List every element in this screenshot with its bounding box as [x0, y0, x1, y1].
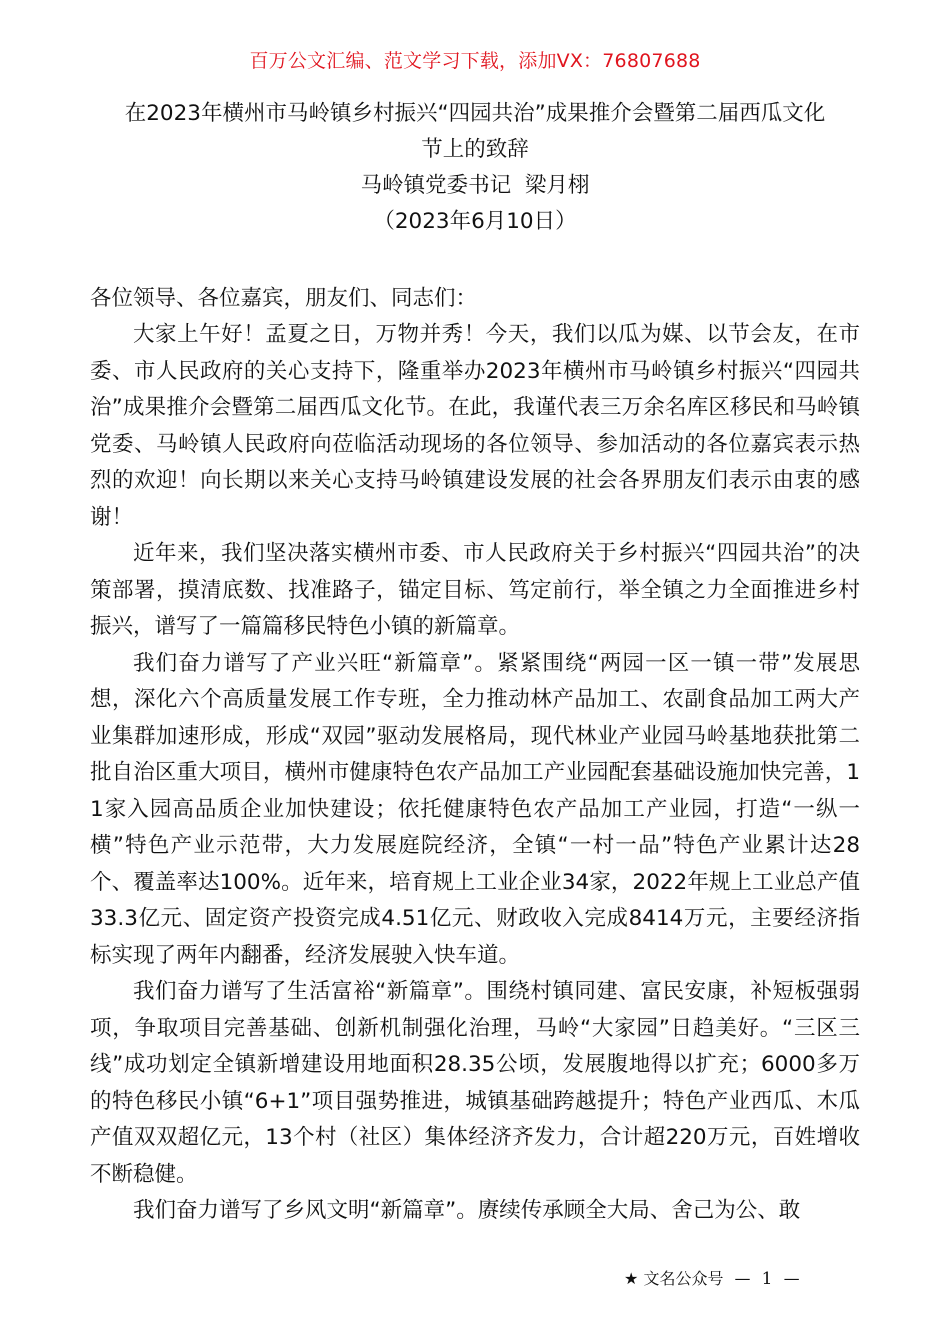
title-line-2: 节上的致辞	[421, 137, 529, 162]
salutation: 各位领导、各位嘉宾，朋友们、同志们：	[90, 286, 478, 311]
page-footer	[624, 1266, 806, 1289]
date-line: （2023年6月10日）	[373, 209, 577, 234]
page-number: 1	[761, 1269, 773, 1289]
paragraph-overview: 近年来，我们坚决落实横州市委、市人民政府关于乡村振兴“四园共治”的决策部署，摸清底数、找准路子，锚定目标、笃定前行，举全镇之力全面推进乡村振兴，谱写了一篇篇移民特色小镇的新篇章。	[90, 541, 860, 639]
paragraph-industry: 我们奋力谱写了产业兴旺“新篇章”。紧紧围绕“两园一区一镇一带”发展思想，深化六个高质量发展工作专班，全力推动林产品加工、农副食品加工两大产业集群加速形成，形成“双园”驱动发展格局，现代林业产业园马岭基地获批第二批自治区重大项目，横州市健康特色农产品加工产业园配套基础设施加快完善，11家入园高品质企业加快建设；依托健康特色农产品加工产业园，打造“一纵一横”特色产业示范带，大力发展庭院经济，全镇“一村一品”特色产业累计达28个、覆盖率达100%。近年来，培育规上工业企业34家，2022年规上工业总产值33.3亿元、固定资产投资完成4.51亿元、财政收入完成8414万元，主要经济指标实现了两年内翻番，经济发展驶入快车道。	[90, 650, 860, 968]
page-dash-left: —	[734, 1269, 751, 1288]
speech-body	[90, 317, 860, 1230]
footer-label: 文名公众号	[643, 1269, 724, 1288]
star-icon: ★	[624, 1269, 639, 1288]
paragraph-civility: 我们奋力谱写了乡风文明“新篇章”。赓续传承顾全大局、舍己为公、敢	[133, 1198, 801, 1223]
document-title	[90, 96, 860, 240]
paragraph-greeting: 大家上午好！孟夏之日，万物并秀！今天，我们以瓜为媒、以节会友，在市委、市人民政府的关心支持下，隆重举办2023年横州市马岭镇乡村振兴“四园共治”成果推介会暨第二届西瓜文化节。在此，我谨代表三万余名库区移民和马岭镇党委、马岭镇人民政府向莅临活动现场的各位领导、参加活动的各位嘉宾表示热烈的欢迎！向长期以来关心支持马岭镇建设发展的社会各界朋友们表示由衷的感谢！	[90, 322, 860, 530]
author-line: 马岭镇党委书记 梁月栩	[360, 173, 590, 198]
header-banner: 百万公文汇编、范文学习下载，添加VX：76807688	[249, 50, 701, 72]
title-line-1: 在2023年横州市马岭镇乡村振兴“四园共治”成果推介会暨第二届西瓜文化	[124, 101, 826, 126]
page-dash-right: —	[783, 1269, 800, 1288]
paragraph-livelihood: 我们奋力谱写了生活富裕“新篇章”。围绕村镇同建、富民安康，补短板强弱项，争取项目完善基础、创新机制强化治理，马岭“大家园”日趋美好。“三区三线”成功划定全镇新增建设用地面积28.35公顷，发展腹地得以扩充；6000多万的特色移民小镇“6+1”项目强势推进，城镇基础跨越提升；特色产业西瓜、木瓜产值双双超亿元，13个村（社区）集体经济齐发力，合计超220万元，百姓增收不断稳健。	[90, 979, 860, 1187]
